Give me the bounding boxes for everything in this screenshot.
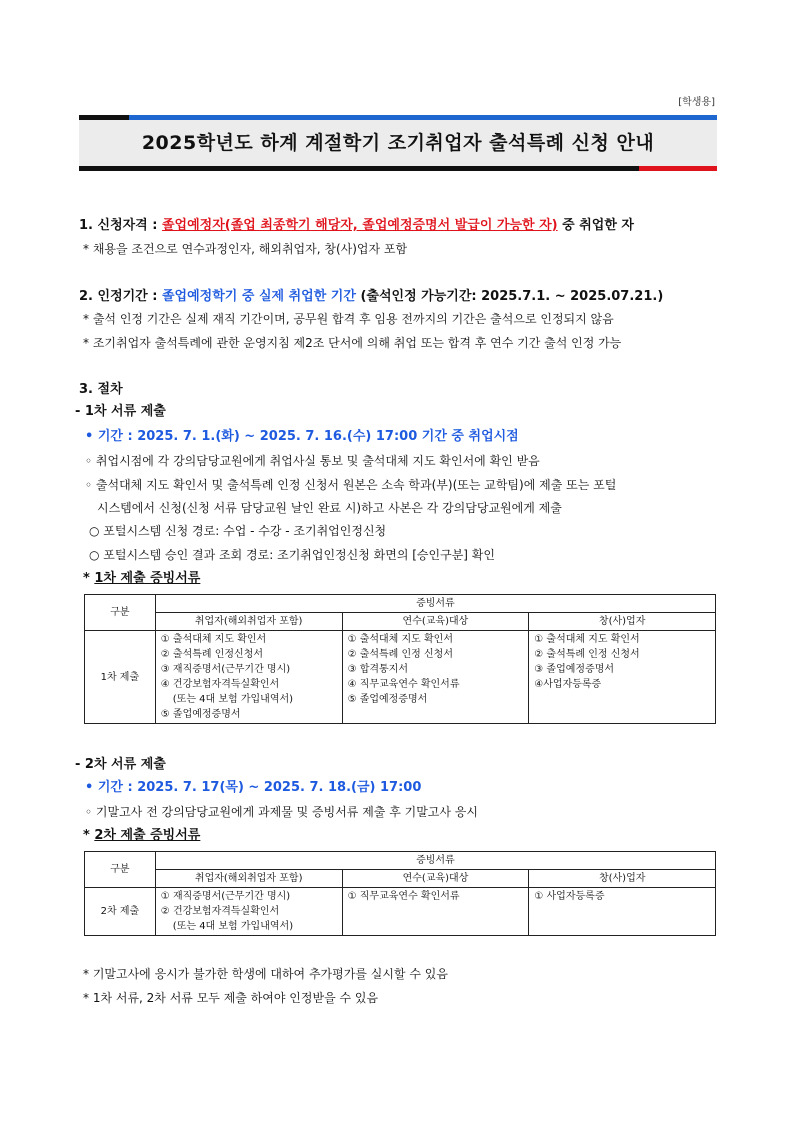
- section-1-eligibility: 졸업예정자(졸업 최종학기 해당자, 졸업예정증명서 발급이 가능한 자): [162, 218, 558, 233]
- second-table-cell-employee: [155, 888, 342, 936]
- section-2-label: 2. 인정기간 :: [79, 289, 162, 304]
- doc-item: (또는 4대 보험 가입내역서): [172, 694, 294, 705]
- doc-item: ③ 졸업예정증명서: [534, 664, 615, 675]
- portal-result-path: ○ 포털시스템 승인 결과 조회 경로: 조기취업인정신청 화면의 [승인구분] 확인: [89, 548, 495, 562]
- first-docs-title: 1차 제출 증빙서류: [94, 571, 201, 586]
- section-1-heading: [79, 217, 634, 235]
- doc-item: ⑤ 졸업예정증명서: [347, 694, 428, 705]
- second-table-row-label: 2차 제출: [85, 888, 156, 936]
- doc-item: ① 출석대체 지도 확인서: [160, 634, 267, 645]
- section-1-note: * 채용을 조건으로 연수과정인자, 해외취업자, 창(사)업자 포함: [83, 242, 408, 256]
- first-table-cell-trainee: [342, 631, 529, 724]
- doc-item: ④ 건강보험자격득실확인서: [160, 679, 280, 690]
- first-bullet-2b: 시스템에서 신청(신청 서류 담당교원 날인 완료 시)하고 사본은 각 강의담당교원에게 제출: [97, 501, 562, 515]
- first-table-row-label: 1차 제출: [85, 631, 156, 724]
- first-table-col-trainee: 연수(교육)대상: [342, 613, 529, 631]
- second-docs-star: *: [83, 828, 95, 843]
- second-bullet-1: ◦ 기말고사 전 강의담당교원에게 과제물 및 증빙서류 제출 후 기말고사 응시: [85, 805, 478, 819]
- portal-apply-path: ○ 포털시스템 신청 경로: 수업 - 수강 - 조기취업인정신청: [89, 524, 387, 538]
- doc-item: ② 출석특례 인정 신청서: [534, 649, 640, 660]
- first-table-docs-header: 증빙서류: [155, 595, 715, 613]
- first-table-category-header: 구분: [85, 595, 156, 631]
- first-submission-period: • 기간 : 2025. 7. 1.(화) ~ 2025. 7. 16.(수) 17:00 기간 중 취업시점: [85, 429, 519, 444]
- doc-item: ① 사업자등록증: [534, 891, 605, 902]
- doc-item: ③ 합격통지서: [347, 664, 409, 675]
- second-table-category-header: 구분: [85, 852, 156, 888]
- second-submission-title: - 2차 서류 제출: [75, 757, 166, 772]
- section-2-tail: (출석인정 가능기간: 2025.7.1. ~ 2025.07.21.): [355, 289, 664, 304]
- section-2-heading: [79, 288, 663, 306]
- section-2-note-2: * 조기취업자 출석특례에 관한 운영지침 제2조 단서에 의해 취업 또는 합격 후 연수 기간 출석 인정 가능: [83, 336, 622, 350]
- final-note-2: * 1차 서류, 2차 서류 모두 제출 하여야 인정받을 수 있음: [83, 991, 379, 1005]
- second-docs-table: [84, 851, 716, 936]
- doc-item: ③ 재직증명서(근무기간 명시): [160, 664, 291, 675]
- second-table-docs-header: 증빙서류: [155, 852, 715, 870]
- second-table-col-founder: 창(사)업자: [529, 870, 716, 888]
- section-2-note-1: * 출석 인정 기간은 실제 재직 기간이며, 공무원 합격 후 임용 전까지의 기간은 출석으로 인정되지 않음: [83, 312, 614, 326]
- doc-item: ② 출석특례 인정 신청서: [347, 649, 454, 660]
- doc-item: (또는 4대 보험 가입내역서): [172, 921, 294, 932]
- second-table-cell-trainee: [342, 888, 529, 936]
- section-1-label: 1. 신청자격 :: [79, 218, 162, 233]
- doc-item: ④ 직무교육연수 확인서류: [347, 679, 460, 690]
- doc-item: ① 출석대체 지도 확인서: [347, 634, 454, 645]
- first-table-col-founder: 창(사)업자: [529, 613, 716, 631]
- doc-item: ④사업자등록증: [534, 679, 602, 690]
- second-docs-heading: [83, 827, 200, 845]
- doc-item: ⑤ 졸업예정증명서: [160, 709, 241, 720]
- doc-item: ② 출석특례 인정신청서: [160, 649, 264, 660]
- second-table-cell-founder: [529, 888, 716, 936]
- first-bullet-1: ◦ 취업시점에 각 강의담당교원에게 취업사실 통보 및 출석대체 지도 확인서에 확인 받음: [85, 454, 540, 468]
- banner-bar-black-bottom: [79, 166, 639, 171]
- doc-item: ① 직무교육연수 확인서류: [347, 891, 460, 902]
- final-note-1: * 기말고사에 응시가 불가한 학생에 대하여 추가평가를 실시할 수 있음: [83, 967, 448, 981]
- second-table-col-employee: 취업자(해외취업자 포함): [155, 870, 342, 888]
- first-docs-star: *: [83, 571, 95, 586]
- first-bullet-2a: ◦ 출석대체 지도 확인서 및 출석특례 인정 신청서 원본은 소속 학과(부)(또는 교학팀)에 제출 또는 포털: [85, 478, 617, 492]
- doc-item: ① 재직증명서(근무기간 명시): [160, 891, 291, 902]
- section-2-period: 졸업예정학기 중 실제 취업한 기간: [162, 289, 356, 304]
- section-1-tail: 중 취업한 자: [557, 218, 634, 233]
- second-docs-title: 2차 제출 증빙서류: [94, 828, 201, 843]
- first-submission-title: - 1차 서류 제출: [75, 404, 166, 419]
- first-docs-table: [84, 594, 716, 724]
- banner-bar-red: [639, 166, 717, 171]
- first-docs-heading: [83, 570, 200, 588]
- first-table-cell-employee: [155, 631, 342, 724]
- first-table-cell-founder: [529, 631, 716, 724]
- doc-item: ② 건강보험자격득실확인서: [160, 906, 280, 917]
- section-3-heading: 3. 절차: [79, 382, 123, 397]
- first-table-col-employee: 취업자(해외취업자 포함): [155, 613, 342, 631]
- second-table-col-trainee: 연수(교육)대상: [342, 870, 529, 888]
- page-title: 2025학년도 하계 계절학기 조기취업자 출석특례 신청 안내: [141, 132, 655, 154]
- document-tag: [학생용]: [678, 97, 715, 108]
- doc-item: ① 출석대체 지도 확인서: [534, 634, 640, 645]
- second-submission-period: • 기간 : 2025. 7. 17(목) ~ 2025. 7. 18.(금) 17:00: [85, 780, 422, 795]
